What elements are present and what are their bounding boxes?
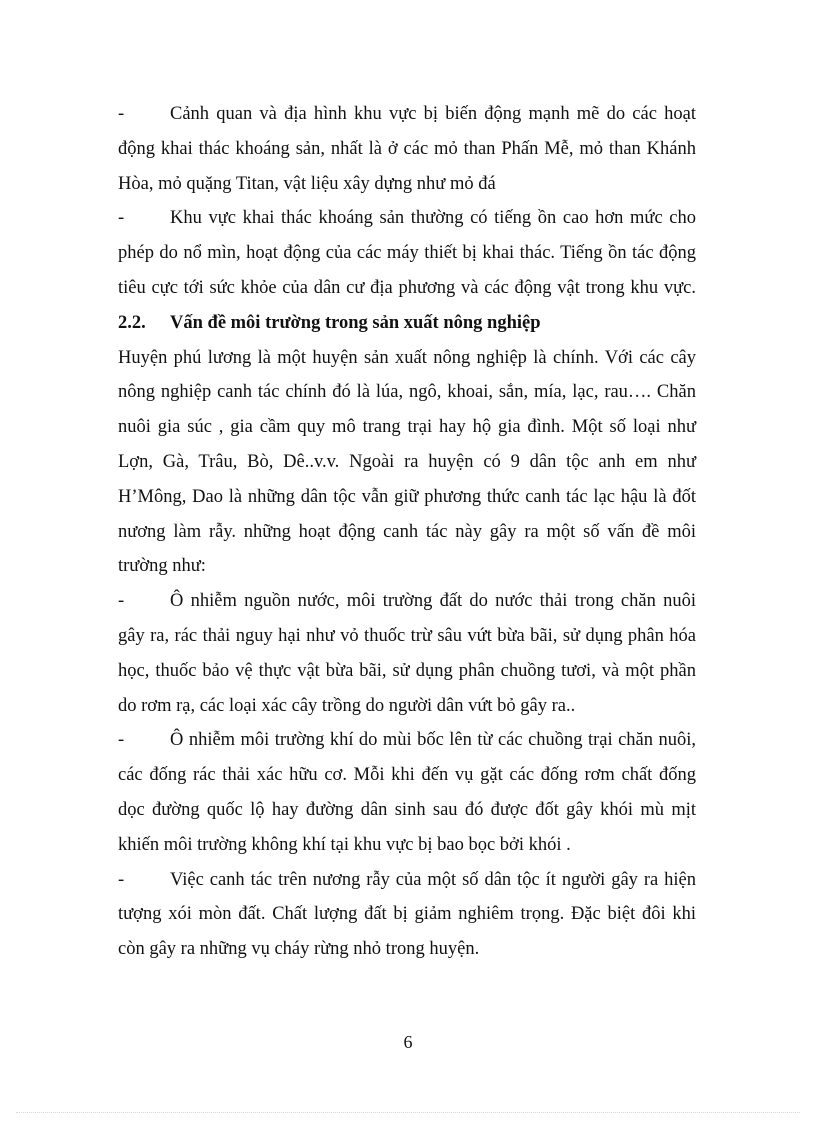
section-title: Vấn đề môi trường trong sản xuất nông nghiệp bbox=[170, 312, 541, 333]
body-paragraph bbox=[118, 341, 696, 585]
bullet-air-pollution bbox=[118, 723, 696, 862]
bullet-list-mining bbox=[118, 97, 696, 967]
section-number: 2.2. bbox=[118, 312, 146, 333]
bullet-noise bbox=[118, 201, 696, 305]
bullet-text-line: còn gây ra những vụ cháy rừng nhỏ trong huyện. bbox=[118, 939, 480, 960]
bullet-text-line: Việc canh tác trên nương rẫy của một số dân tộc ít người gây ra hiện bbox=[170, 869, 696, 890]
bullet-text-line: Hòa, mỏ quặng Titan, vật liệu xây dựng như mỏ đá bbox=[118, 173, 496, 194]
bullet-text-line: động khai thác khoáng sản, nhất là ở các mỏ than Phấn Mễ, mỏ than Khánh bbox=[118, 138, 696, 159]
bullet-water-soil-pollution bbox=[118, 584, 696, 723]
bullet-landscape bbox=[118, 97, 696, 201]
bullet-text-line: Ô nhiễm môi trường khí do mùi bốc lên từ các chuồng trại chăn nuôi, bbox=[170, 730, 696, 751]
paragraph-line: trường như: bbox=[118, 556, 206, 577]
bullet-text-line: dọc đường quốc lộ hay đường dân sinh sau đó được đốt gây khói mù mịt bbox=[118, 799, 696, 820]
paragraph-line: Huyện phú lương là một huyện sản xuất nông nghiệp là chính. Với các cây bbox=[118, 347, 696, 368]
bullet-text-line: Cảnh quan và địa hình khu vực bị biến động mạnh mẽ do các hoạt bbox=[170, 104, 696, 124]
bullet-text-line: Ô nhiễm nguồn nước, môi trường đất do nước thải trong chăn nuôi bbox=[170, 591, 696, 612]
bullet-marker: - bbox=[118, 730, 125, 751]
bullet-text-line: Khu vực khai thác khoáng sản thường có tiếng ồn cao hơn mức cho bbox=[170, 208, 696, 229]
paragraph-line: H’Mông, Dao là những dân tộc vẫn giữ phương thức canh tác lạc hậu là đốt bbox=[118, 486, 696, 507]
bullet-text-line: phép do nổ mìn, hoạt động của các máy thiết bị khai thác. Tiếng ồn tác động bbox=[118, 243, 696, 264]
bullet-text-line: tiêu cực tới sức khỏe của dân cư địa phương và các động vật trong khu vực. bbox=[118, 277, 696, 298]
footer-divider bbox=[16, 1112, 800, 1113]
page-number: 6 bbox=[403, 1032, 413, 1052]
bullet-text-line: do rơm rạ, các loại xác cây trồng do người dân vứt bỏ gây ra.. bbox=[118, 695, 576, 716]
paragraph-line: nuôi gia súc , gia cầm quy mô trang trại hay hộ gia đình. Một số loại như bbox=[118, 417, 696, 438]
bullet-text-line: các đống rác thải xác hữu cơ. Mỗi khi đến vụ gặt các đống rơm chất đống bbox=[118, 765, 696, 786]
paragraph-line: nông nghiệp canh tác chính đó là lúa, ngô, khoai, sắn, mía, lạc, rau…. Chăn bbox=[118, 382, 696, 403]
bullet-marker: - bbox=[118, 869, 125, 890]
bullet-text-line: khiến môi trường không khí tại khu vực bị bao bọc bởi khói . bbox=[118, 834, 571, 855]
paragraph-line: Lợn, Gà, Trâu, Bò, Dê..v.v. Ngoài ra huyện có 9 dân tộc anh em như bbox=[118, 451, 696, 472]
section-heading bbox=[118, 306, 696, 341]
bullet-text-line: tượng xói mòn đất. Chất lượng đất bị giảm nghiêm trọng. Đặc biệt đôi khi bbox=[118, 904, 696, 925]
bullet-marker: - bbox=[118, 104, 125, 124]
bullet-text-line: gây ra, rác thải nguy hại như vỏ thuốc trừ sâu vứt bừa bãi, sử dụng phân hóa bbox=[118, 625, 696, 646]
bullet-text-line: học, thuốc bảo vệ thực vật bừa bãi, sử dụng phân chuồng tươi, và một phần bbox=[118, 660, 696, 681]
bullet-marker: - bbox=[118, 208, 125, 229]
bullet-erosion bbox=[118, 863, 696, 967]
bullet-marker: - bbox=[118, 591, 125, 612]
paragraph-line: nương làm rẫy. những hoạt động canh tác này gây ra một số vấn đề môi bbox=[118, 521, 696, 542]
